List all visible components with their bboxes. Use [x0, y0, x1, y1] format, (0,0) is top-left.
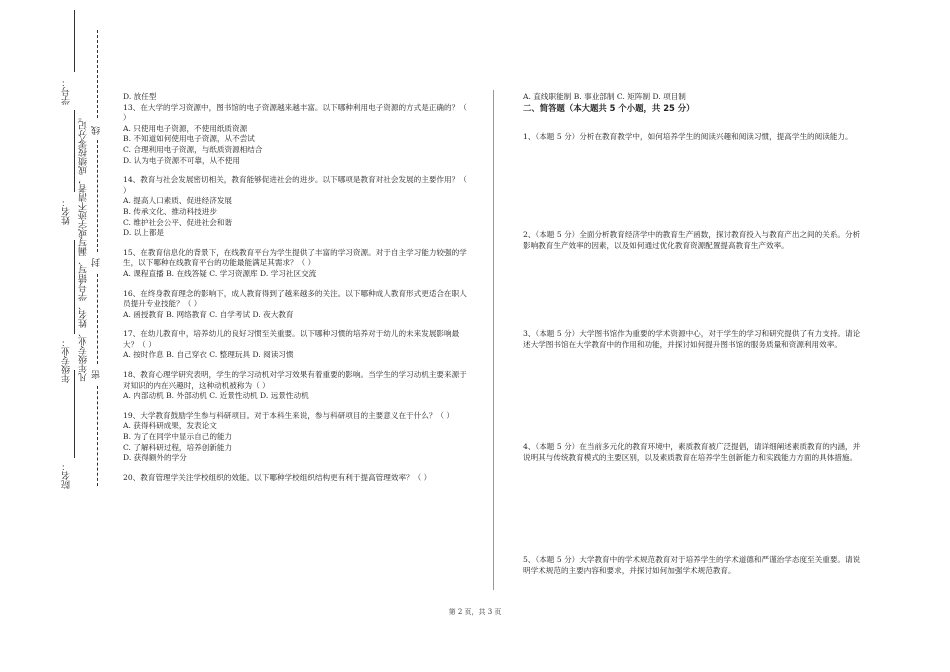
- section-title: 二、简答题（本大题共 5 个小题，共 25 分）: [523, 102, 695, 113]
- question-stem: 16、在终身教育理念的影响下，成人教育得到了越来越多的关注。以下哪种成人教育形式更适合在职人员提升专业技能？（ ）: [123, 288, 467, 309]
- question-15: [123, 248, 468, 280]
- option: C. 合理利用电子资源，与纸质资源相结合: [123, 144, 263, 154]
- option: A. 获得科研成果，发表论文: [123, 421, 217, 431]
- seal-dash-line: [97, 140, 98, 252]
- student-id-line: [74, 10, 75, 72]
- option: A. 提高人口素质、促进经济发展: [123, 196, 233, 206]
- option: D. 获得额外的学分: [123, 453, 187, 463]
- seal-dash-line: [97, 386, 98, 486]
- short-answer-1: 1、（本题 5 分）分析在教育教学中，如何培养学生的阅读兴趣和阅读习惯，提高学生的阅读能力。: [523, 132, 853, 141]
- option: A. 按时作息 B. 自己穿衣 C. 整理玩具 D. 阅读习惯: [123, 350, 294, 360]
- name-line: [74, 110, 75, 192]
- filling-instruction: 凡年级专业、姓名、学号错写、漏写或字迹不清者，成绩按零分记。: [79, 112, 89, 382]
- option: A. 函授教育 B. 网络教育 C. 自学考试 D. 夜大教育: [123, 309, 294, 319]
- option: C. 维护社会公平、促进社会和谐: [123, 217, 233, 227]
- grade-major-label: 年级专业：: [62, 338, 72, 383]
- seal-dash-line: [97, 274, 98, 364]
- option: A. 课程直播 B. 在线答疑 C. 学习资源库 D. 学习社区交流: [123, 268, 317, 278]
- option: D. 认为电子资源不可靠，从不使用: [123, 155, 240, 165]
- short-answer-2: 2、（本题 5 分）全面分析教育经济学中的教育生产函数，探讨教育投入与教育产出之间的关系。分析影响教育生产效率的因素，以及如何通过优化教育资源配置提高教育生产效率。: [523, 230, 861, 250]
- school-label: 院名：: [62, 462, 72, 489]
- question-16: [123, 289, 468, 321]
- binding-margin: [0, 0, 110, 672]
- seal-xian: 线: [92, 126, 102, 135]
- question-13: [123, 103, 468, 167]
- question-stem: 15、在教育信息化的背景下，在线教育平台为学生提供了丰富的学习资源。对于自主学习能力较强的学生，以下哪种在线教育平台的功能最能满足其需求？（ ）: [123, 247, 467, 268]
- grade-major-line: [74, 240, 75, 334]
- left-column: [123, 92, 468, 492]
- question-18: [123, 370, 468, 402]
- question-stem: 17、在幼儿教育中，培养幼儿的良好习惯至关重要。以下哪种习惯的培养对于幼儿的未来发展影响最大？（ ）: [123, 329, 460, 349]
- previous-option: A. 直线职能制 B. 事业部制 C. 矩阵制 D. 项目制: [523, 92, 686, 101]
- seal-feng: 封: [92, 258, 102, 267]
- seal-dash-line: [97, 30, 98, 118]
- short-answer-3: 3、（本题 5 分）大学图书馆作为重要的学术资源中心，对于学生的学习和研究提供了有力支持。请论述大学图书馆在大学教育中的作用和功能，并探讨如何提升图书馆的服务质量和资源利用效率。: [523, 329, 861, 349]
- question-19: [123, 411, 468, 464]
- question-stem: 18、教育心理学研究表明，学生的学习动机对学习效果有着重要的影响。当学生的学习动机主要来源于对知识的内在兴趣时，这种动机被称为（ ）: [123, 370, 467, 390]
- question-stem: 13、在大学的学习资源中，图书馆的电子资源越来越丰富。以下哪种利用电子资源的方式是正确的？（ ）: [123, 102, 467, 123]
- option: B. 不知道如何使用电子资源，从不尝试: [123, 134, 255, 144]
- option: B. 为了在同学中显示自己的能力: [123, 432, 233, 442]
- short-answer-5: 5、（本题 5 分）大学教育中的学术规范教育对于培养学生的学术道德和严谨治学态度至关重要。请说明学术规范的主要内容和要求，并探讨如何加强学术规范教育。: [523, 555, 861, 575]
- option: A. 只使用电子资源，不使用纸质资源: [123, 123, 248, 133]
- option: B. 传承文化、推动科技进步: [123, 206, 217, 216]
- option: C. 了解科研过程，培养创新能力: [123, 442, 233, 452]
- right-column: [523, 92, 863, 575]
- short-answer-4: 4、（本题 5 分）在当前多元化的教育环境中，素质教育被广泛提倡，请详细阐述素质教育的内涵，并说明其与传统教育模式的主要区别，以及素质教育在培养学生创新能力和实践能力方面的具体措施。: [523, 442, 861, 462]
- option: A. 内部动机 B. 外部动机 C. 近景性动机 D. 远景性动机: [123, 391, 309, 401]
- name-label: 姓名：: [62, 198, 72, 225]
- page-footer: 第 2 页，共 3 页: [448, 608, 502, 616]
- option: D. 以上都是: [123, 228, 165, 238]
- previous-option: D. 放任型: [123, 92, 157, 101]
- question-stem: 19、大学教育鼓励学生参与科研项目。对于本科生来说，参与科研项目的主要意义在于什么？（ ）: [123, 410, 455, 420]
- question-14: [123, 175, 468, 239]
- question-stem: 20、教育管理学关注学校组织的效能。以下哪种学校组织结构更有利于提高管理效率？（ ）: [123, 472, 432, 482]
- student-id-label: 学号：: [62, 78, 72, 105]
- seal-mi: 密: [92, 370, 102, 379]
- question-stem: 14、教育与社会发展密切相关，教育能够促进社会的进步。以下哪项是教育对社会发展的主要作用？（ ）: [123, 175, 467, 195]
- question-17: [123, 329, 468, 361]
- school-line: [74, 370, 75, 458]
- question-20: [123, 473, 468, 484]
- column-divider: [493, 90, 494, 590]
